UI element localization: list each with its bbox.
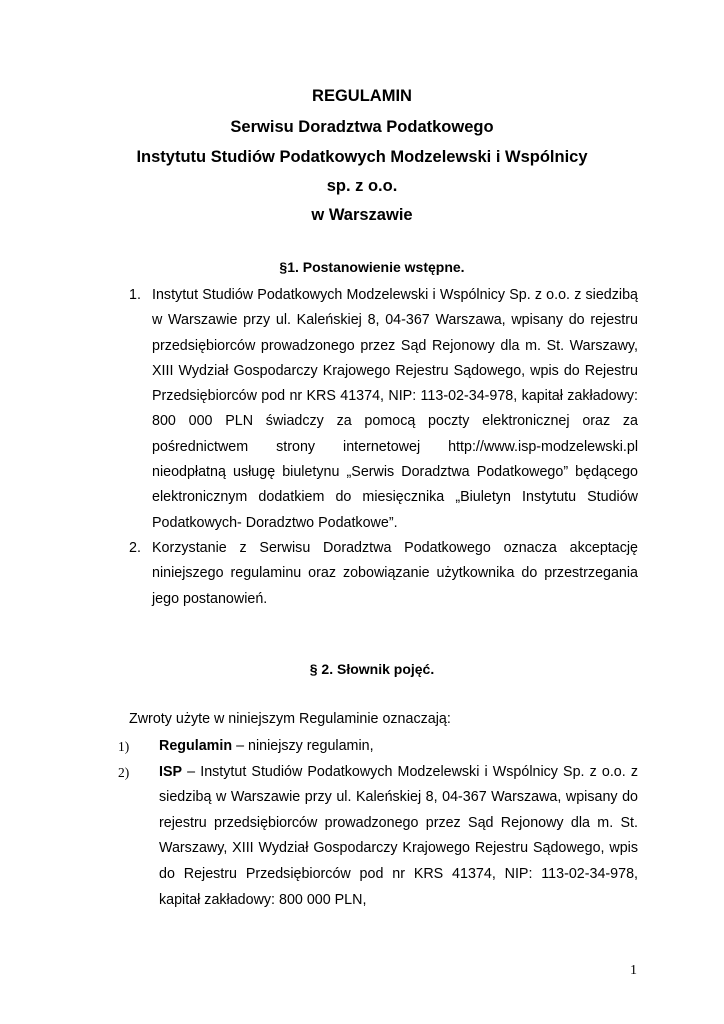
definition-text bbox=[159, 734, 638, 760]
list-item-number: 2) bbox=[118, 764, 130, 780]
document-title: REGULAMIN bbox=[312, 87, 412, 105]
definition-body: – niniejszy regulamin, bbox=[232, 738, 374, 754]
section-2-list bbox=[118, 734, 638, 913]
list-item bbox=[118, 760, 638, 914]
list-item bbox=[129, 283, 638, 536]
list-item-text: Korzystanie z Serwisu Doradztwa Podatkowego oznacza akceptację niniejszego regulaminu oraz zobowiązanie użytkownika do przestrzegania jego postanowień. bbox=[152, 539, 638, 607]
definition-term: ISP bbox=[159, 763, 183, 780]
list-item-number: 1) bbox=[118, 739, 130, 754]
list-item-text: Instytut Studiów Podatkowych Modzelewski i Wspólnicy Sp. z o.o. z siedzibą w Warszawie przy ul. Kaleńskiej 8, 04-367 Warszawa, wpisany do rejestru przedsiębiorców prowadzonego przez Sąd Rejonowy dla m. St. Warszawy, XIII Wydział Gospodarczy Krajowego Rejestru Sądowego, wpis do Rejestru Przedsiębiorców pod nr KRS 41374, NIP: 113-02-34-978, kapitał zakładowy: 800 000 PLN świadczy za pomocą poczty elektronicznej oraz za pośrednictwem strony internetowej http://www.isp-modzelewski.pl nieodpłatną usługę biuletynu „Serwis Doradztwa Podatkowego” będącego elektronicznym dodatkiem do miesięcznika „Biuletyn Instytutu Studiów Podatkowych- Doradztwo Podatkowe”. bbox=[152, 287, 638, 531]
list-item bbox=[118, 734, 638, 760]
document-subtitle-service: Serwisu Doradztwa Podatkowego bbox=[230, 118, 494, 136]
section-2-intro: Zwroty użyte w niniejszym Regulaminie oznaczają: bbox=[129, 711, 451, 727]
definition-term: Regulamin bbox=[159, 738, 233, 754]
definition-body: – Instytut Studiów Podatkowych Modzelewski i Wspólnicy Sp. z o.o. z siedzibą w Warszawie przy ul. Kaleńskiej 8, 04-367 Warszawa, wpisany do rejestru przedsiębiorców prowadzonego przez Sąd Rejonowy dla m. St. Warszawy, XIII Wydział Gospodarczy Krajowego Rejestru Sądowego, wpis do Rejestru Przedsiębiorców pod nr KRS 41374, NIP: 113-02-34-978, kapitał zakładowy: 800 000 PLN, bbox=[159, 763, 638, 908]
section-2-heading: § 2. Słownik pojęć. bbox=[309, 661, 435, 677]
section-1-heading: §1. Postanowienie wstępne. bbox=[279, 259, 465, 275]
list-item bbox=[129, 536, 638, 612]
document-subtitle-city: w Warszawie bbox=[311, 206, 413, 224]
section-1-list bbox=[129, 283, 638, 612]
list-item-number: 2. bbox=[129, 539, 141, 556]
page-number: 1 bbox=[630, 963, 637, 978]
list-item-number: 1. bbox=[129, 287, 141, 303]
definition-text bbox=[159, 760, 638, 914]
document-subtitle-institute: Instytutu Studiów Podatkowych Modzelewski i Wspólnicy bbox=[136, 148, 588, 166]
document-subtitle-company-form: sp. z o.o. bbox=[326, 177, 398, 195]
